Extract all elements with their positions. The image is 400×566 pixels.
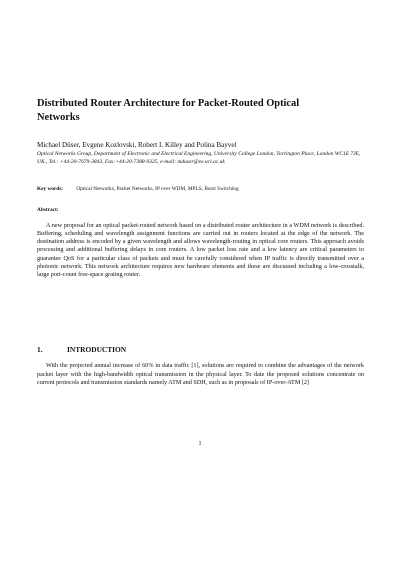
section-number: 1. [37,345,43,354]
keywords-text: Optical Networks, Packet Networks, IP over WDM, MPLS, Burst Switching [76,186,239,192]
keywords-label: Key words: [37,186,64,192]
section-title: INTRODUCTION [67,345,127,354]
keywords-line [37,186,367,193]
section-heading [37,345,367,355]
abstract-label: Abstract: [37,207,59,213]
page-number: 1 [198,441,202,447]
introduction-text: With the projected annual increase of 60% in data traffic [1], solutions are required to combine the advantages of the network packet layer with the high-bandwidth optical transmission in the physical layer. To date the proposed solutions concentrate on current protocols and transmission standards namely ATM and SDH, such as in proposals of IP-over-ATM [2] [37,362,364,387]
author-list: Michael Düser, Evgene Kozlovski, Robert I. Killey and Polina Bayvel [37,141,237,149]
paper-title: Distributed Router Architecture for Packet-Routed Optical Networks [37,98,300,123]
author-affiliation: Optical Networks Group, Department of Electronic and Electrical Engineering, University College London, Torrington Place, London WC1E 7JE, UK., Tel.: +44-20-7679-3843, Fax:+44-20-7388-9325, e-mail: mduser@ee.ucl.ac.uk [37,151,361,165]
abstract-text: A new proposal for an optical packet-routed network based on a distributed router architecture in a WDM network is described. Buffering, scheduling and wavelength assignment functions are carried out in routers located at the edge of the network. The destination address is encoded by a given wavelength and allows wavelength-routing in optical core routers. This approach avoids processing and additional buffering delays in core routers. A low packet loss rate and a low latency are critical parameters to guarantee QoS for a particular class of packets and must be carefully considered when IP traffic is directly transmitted over a photonic network. This network architecture requires new hardware elements and these are discussed including a low-crosstalk, large port-count free-space grating router. [37,222,364,278]
